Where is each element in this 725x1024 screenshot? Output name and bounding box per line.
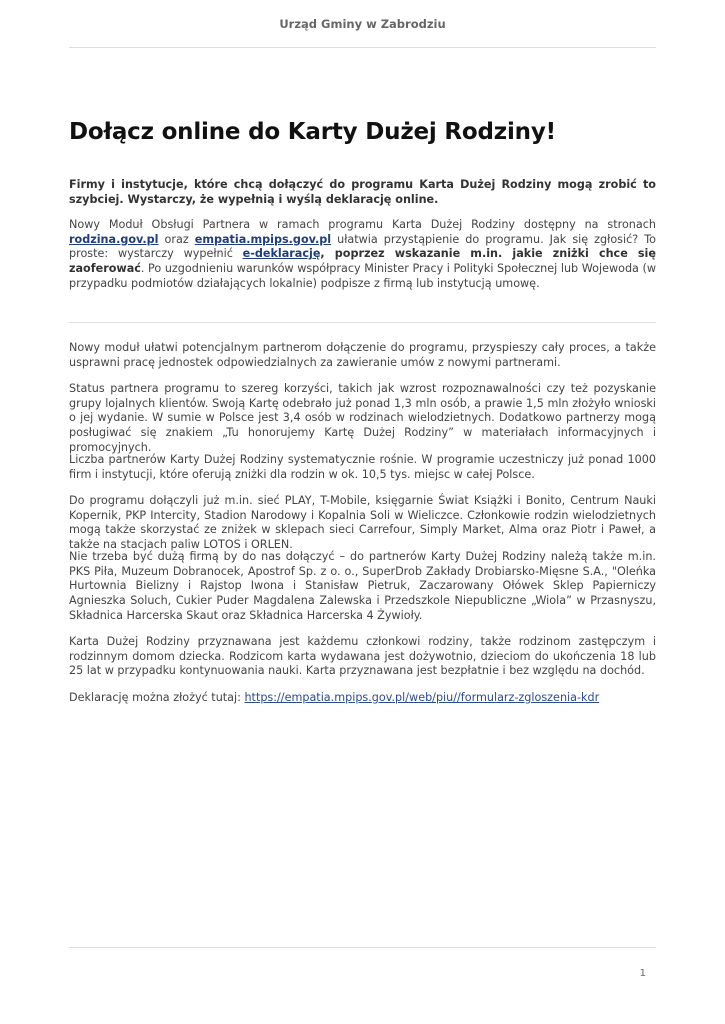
intro-text-4: , poprzez wskazanie m.in. jakie zniżki chce się zaoferować xyxy=(69,247,656,276)
site-title: Urząd Gminy w Zabrodziu xyxy=(279,17,446,31)
intro-text-3: ułatwia przystąpienie do programu. Jak się zgłosić? To proste: wystarczy wypełnić xyxy=(69,232,656,261)
paragraph-partner-count: Liczba partnerów Karty Dużej Rodziny systematycznie rośnie. W programie uczestniczy już ponad 1000 firm i instytucji, które oferują zniżki dla rodzin w ok. 10,5 tys. miejsc w całej Polsce. xyxy=(69,453,656,481)
paragraph-declaration xyxy=(69,691,656,706)
article-title: Dołącz online do Karty Dużej Rodziny! xyxy=(69,119,556,145)
declaration-text: Deklarację można złożyć tutaj: xyxy=(69,691,245,704)
article-lead: Firmy i instytucje, które chcą dołączyć do programu Karta Dużej Rodziny mogą zrobić to szybciej. Wystarczy, że wypełnią i wyślą deklarację online. xyxy=(69,178,656,206)
paragraph-new-module: Nowy moduł ułatwi potencjalnym partnerom dołączenie do programu, przyspieszy cały proces, a także usprawni pracę jednostek odpowiedzialnych za zawieranie umów z nowymi partnerami. xyxy=(69,341,656,369)
paragraph-partner-status: Status partnera programu to szereg korzyści, takich jak wzrost rozpoznawalności czy też pozyskanie grupy lojalnych klientów. Swoją Kartę odebrało już ponad 1,3 mln osób, a prawie 1,5 mln złożyło wnioski o jej wydanie. W sumie w Polsce jest 3,4 osób w rodzinach wielodzietnych. Dodatkowo partnerzy mogą posługiwać się znakiem „Tu honorujemy Kartę Dużej Rodziny” w materiałach informacyjnych i promocyjnych. xyxy=(69,382,656,454)
e-deklaracja-link[interactable]: e-deklarację xyxy=(242,247,321,261)
paragraph-card-eligibility: Karta Dużej Rodziny przyznawana jest każdemu członkowi rodziny, także rodzinom zastępczym i rodzinnym domom dziecka. Rodzicom karta wydawana jest dożywotnio, dzieciom do ukończenia 18 lub 25 lat w przypadku kontynuowania nauki. Karta przyznawana jest bezpłatnie i bez względu na dochód. xyxy=(69,635,656,678)
declaration-link[interactable]: https://empatia.mpips.gov.pl/web/piu//formularz-zgloszenia-kdr xyxy=(244,691,600,704)
paragraph-small-partners: Nie trzeba być dużą firmą by do nas dołączyć – do partnerów Karty Dużej Rodziny należą także m.in. PKS Piła, Muzeum Dobranocek, Apostrof Sp. z o. o., SuperDrob Zakłady Drobiarsko-Mięsne S.A., "Oleńka Hurtownia Bielizny i Rajstop Iwona i Stanisław Pietruk, Zaczarowany Ołówek Sklep Papierniczy Agnieszka Soluch, Cukier Puder Magdalena Zalewska i Przedszkole Niepubliczne „Wiola” w Przasnyszu, Składnica Harcerska Skaut oraz Składnica Harcerska 4 Żywioły. xyxy=(69,550,656,622)
empatia-link[interactable]: empatia.mpips.gov.pl xyxy=(194,232,332,246)
intro-text-5: . Po uzgodnieniu warunków współpracy Minister Pracy i Polityki Społecznej lub Wojewoda (w przypadku podmiotów działających lokalnie) podpisze z firmą lub instytucją umowę. xyxy=(69,262,656,290)
paragraph-big-partners: Do programu dołączyli już m.in. sieć PLAY, T-Mobile, księgarnie Świat Książki i Bonito, Centrum Nauki Kopernik, PKP Intercity, Stadion Narodowy i Kopalnia Soli w Wieliczce. Członkowie rodzin wielodzietnych mogą także skorzystać ze zniżek w sklepach sieci Carrefour, Simply Market, Alma oraz Piotr i Paweł, a także na stacjach paliw LOTOS i ORLEN. xyxy=(69,494,656,552)
header-divider xyxy=(69,47,656,48)
page-number: 1 xyxy=(639,968,646,979)
intro-text-2: oraz xyxy=(158,232,195,246)
intro-paragraph xyxy=(69,218,656,292)
intro-text-1: Nowy Moduł Obsługi Partnera w ramach programu Karta Dużej Rodziny dostępny na stronach xyxy=(69,218,656,231)
footer-divider xyxy=(69,947,656,948)
rodzina-gov-link[interactable]: rodzina.gov.pl xyxy=(69,232,159,246)
section-divider xyxy=(69,322,656,323)
